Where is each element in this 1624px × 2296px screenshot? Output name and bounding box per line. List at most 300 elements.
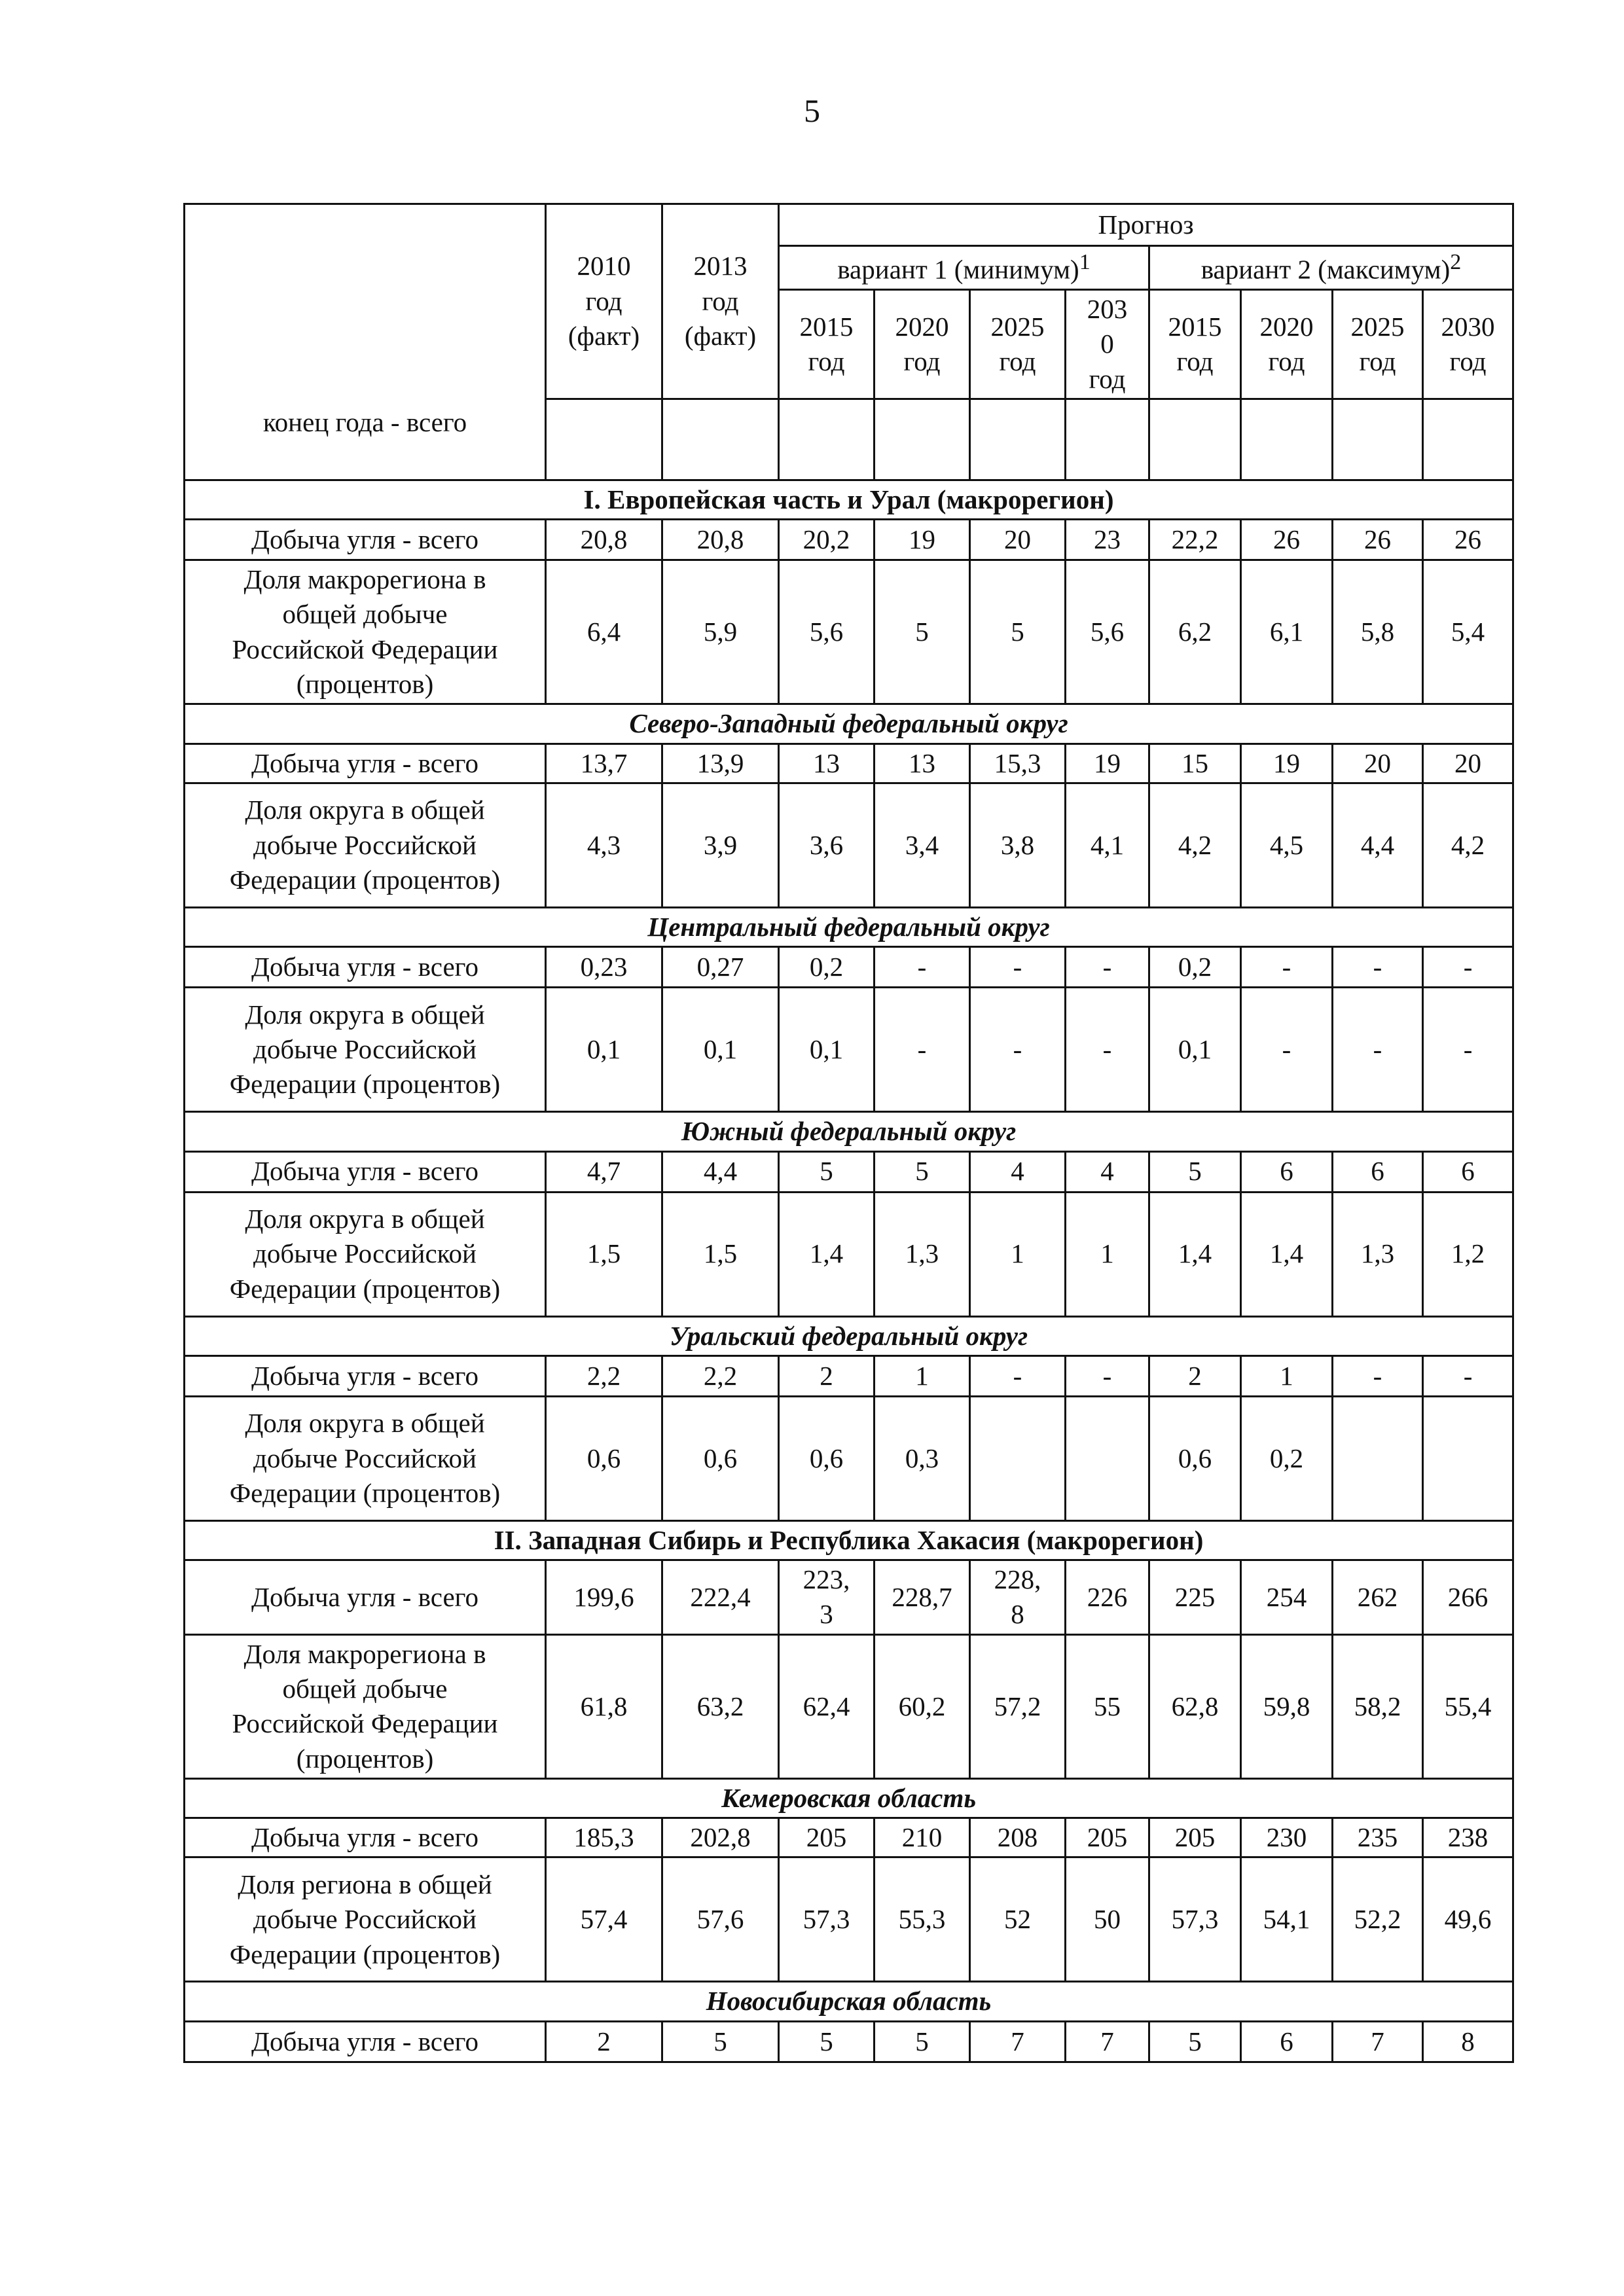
value-line: 2,2 xyxy=(586,1360,621,1391)
header-label-cell xyxy=(185,204,546,399)
header-year-line: 2015 xyxy=(1168,311,1222,342)
value-cell xyxy=(662,520,779,560)
value-line: 1,3 xyxy=(905,1238,939,1269)
header-year-line: 0 xyxy=(1100,329,1114,359)
value-line: 61,8 xyxy=(580,1691,628,1721)
value-cell xyxy=(1149,1355,1241,1396)
value-line: 0,6 xyxy=(703,1443,738,1473)
value-cell xyxy=(1149,744,1241,783)
section-row xyxy=(185,1520,1513,1560)
value-cell xyxy=(1423,1818,1513,1857)
header-year-line: 203 xyxy=(1087,293,1128,324)
value-line: 1,5 xyxy=(586,1238,621,1269)
value-cell xyxy=(1149,783,1241,907)
value-cell xyxy=(1333,2021,1423,2062)
value-line: 57,6 xyxy=(696,1904,744,1935)
value-cell xyxy=(1241,783,1333,907)
value-line: 226 xyxy=(1087,1581,1128,1612)
value-line: 254 xyxy=(1266,1581,1307,1612)
header-row-forecast xyxy=(185,204,1513,246)
value-cell xyxy=(662,1151,779,1192)
value-cell xyxy=(779,744,875,783)
value-line: 3,9 xyxy=(703,829,738,860)
value-cell xyxy=(1241,988,1333,1112)
value-cell xyxy=(1333,1857,1423,1982)
value-line: 1 xyxy=(1011,1238,1024,1269)
row-label xyxy=(185,560,546,704)
table-row xyxy=(185,2021,1513,2062)
value-line: 6,1 xyxy=(1269,617,1304,647)
value-cell xyxy=(546,2021,662,2062)
value-line: 4,2 xyxy=(1178,829,1212,860)
header-year-line: 2025 xyxy=(990,311,1045,342)
row-label-line: добыче Российской xyxy=(253,1443,477,1473)
value-line: - xyxy=(1102,952,1112,982)
value-cell xyxy=(662,988,779,1112)
section-row xyxy=(185,480,1513,519)
value-cell xyxy=(779,988,875,1112)
value-line: 26 xyxy=(1454,524,1482,554)
value-cell xyxy=(662,744,779,783)
value-cell xyxy=(1241,947,1333,988)
value-cell xyxy=(875,988,970,1112)
value-line: 4,4 xyxy=(703,1156,738,1187)
value-line: 1,5 xyxy=(703,1238,738,1269)
value-cell xyxy=(779,1560,875,1635)
value-cell xyxy=(1149,2021,1241,2062)
header-year-line: год xyxy=(1089,363,1126,394)
value-cell xyxy=(779,947,875,988)
header-year-line: 2015 xyxy=(799,311,854,342)
row-label-line: Российской Федерации xyxy=(232,1708,498,1739)
value-cell xyxy=(1066,1818,1149,1857)
value-cell xyxy=(1066,783,1149,907)
header-year-cell xyxy=(1241,289,1333,399)
row-label-line: (процентов) xyxy=(296,1743,434,1774)
value-cell xyxy=(1423,1151,1513,1192)
value-line: 23 xyxy=(1094,524,1121,554)
header-year-cell xyxy=(1333,289,1423,399)
value-line: 60,2 xyxy=(898,1691,946,1721)
value-line: 262 xyxy=(1357,1581,1398,1612)
value-cell xyxy=(546,1634,662,1778)
carry-over-row xyxy=(185,399,1513,480)
table-row xyxy=(185,947,1513,988)
coal-production-table xyxy=(183,203,1514,2063)
value-cell xyxy=(1066,1560,1149,1635)
value-line: 199,6 xyxy=(573,1581,634,1612)
value-line: 6 xyxy=(1280,1156,1293,1187)
value-line: 185,3 xyxy=(573,1822,634,1853)
header-2010-line: 2010 xyxy=(577,251,631,281)
header-year-line: год xyxy=(999,346,1036,376)
value-line: 19 xyxy=(1273,747,1300,778)
table-row xyxy=(185,1818,1513,1857)
value-line: - xyxy=(1102,1360,1112,1391)
value-cell xyxy=(779,2021,875,2062)
value-cell xyxy=(875,560,970,704)
empty-cell xyxy=(546,399,662,480)
value-cell xyxy=(1066,2021,1149,2062)
section-title: Северо-Западный федеральный округ xyxy=(185,704,1513,744)
value-cell xyxy=(1149,1634,1241,1778)
value-cell xyxy=(970,2021,1066,2062)
value-line: 57,2 xyxy=(994,1691,1041,1721)
section-row xyxy=(185,1316,1513,1355)
value-line: 228,7 xyxy=(892,1581,952,1612)
value-cell xyxy=(546,1396,662,1520)
row-label-line: добыче Российской xyxy=(253,829,477,860)
value-cell xyxy=(546,988,662,1112)
value-cell xyxy=(1423,988,1513,1112)
value-line: - xyxy=(1282,1034,1291,1065)
value-line: 62,4 xyxy=(803,1691,850,1721)
row-label-line: Доля макрорегиона в xyxy=(244,1638,486,1669)
value-cell xyxy=(1066,520,1149,560)
value-cell xyxy=(546,783,662,907)
value-cell xyxy=(779,1396,875,1520)
row-label-line: Доля округа в общей xyxy=(245,999,485,1030)
value-cell xyxy=(1241,560,1333,704)
header-2010-line: (факт) xyxy=(568,321,640,351)
value-line: 225 xyxy=(1174,1581,1216,1612)
value-cell xyxy=(1333,744,1423,783)
value-cell xyxy=(970,520,1066,560)
value-line: 20 xyxy=(1004,524,1031,554)
header-year-cell xyxy=(779,289,875,399)
value-cell xyxy=(1333,1355,1423,1396)
value-cell xyxy=(1333,1560,1423,1635)
value-line: 20 xyxy=(1364,747,1391,778)
value-line: 205 xyxy=(1087,1822,1128,1853)
value-cell xyxy=(1241,1560,1333,1635)
value-cell xyxy=(1066,1355,1149,1396)
header-year-line: 2030 xyxy=(1441,311,1495,342)
header-year-cell xyxy=(1149,289,1241,399)
value-cell xyxy=(1241,1151,1333,1192)
value-cell xyxy=(970,1396,1066,1520)
value-line: 205 xyxy=(806,1822,847,1853)
value-cell xyxy=(1149,1818,1241,1857)
value-cell xyxy=(1149,560,1241,704)
value-line: 222,4 xyxy=(690,1581,751,1612)
value-cell xyxy=(875,520,970,560)
row-label xyxy=(185,1857,546,1982)
value-line: 5,6 xyxy=(809,617,844,647)
value-line: 0,1 xyxy=(586,1034,621,1065)
value-cell xyxy=(662,2021,779,2062)
value-line: 1,4 xyxy=(1178,1238,1212,1269)
footnote-2-marker: 2 xyxy=(1450,250,1462,274)
value-line: 57,4 xyxy=(580,1904,628,1935)
value-line: 230 xyxy=(1266,1822,1307,1853)
row-label xyxy=(185,1634,546,1778)
value-line: 13,7 xyxy=(580,747,628,778)
value-line: 3 xyxy=(820,1599,833,1630)
value-cell xyxy=(1423,1192,1513,1316)
value-line: 0,2 xyxy=(1178,952,1212,982)
table-row xyxy=(185,520,1513,560)
value-line: 52,2 xyxy=(1354,1904,1401,1935)
value-line: 4,3 xyxy=(586,829,621,860)
section-row xyxy=(185,1112,1513,1151)
value-cell xyxy=(1333,1151,1423,1192)
value-cell xyxy=(546,1560,662,1635)
section-row xyxy=(185,1982,1513,2021)
empty-cell xyxy=(1066,399,1149,480)
row-label-line: Добыча угля - всего xyxy=(251,1360,478,1391)
value-cell xyxy=(1241,1634,1333,1778)
row-label-line: Федерации (процентов) xyxy=(229,1939,501,1969)
value-line: 208 xyxy=(997,1822,1038,1853)
header-2013-line: год xyxy=(702,285,739,316)
value-line: 3,4 xyxy=(905,829,939,860)
value-cell xyxy=(1423,1857,1513,1982)
value-cell xyxy=(1423,1634,1513,1778)
value-cell xyxy=(1066,744,1149,783)
table-row xyxy=(185,783,1513,907)
value-cell xyxy=(875,1355,970,1396)
header-year-line: год xyxy=(1449,346,1487,376)
value-line: - xyxy=(1013,1360,1022,1391)
header-2013-line: (факт) xyxy=(684,321,757,351)
row-label-line: Добыча угля - всего xyxy=(251,524,478,554)
empty-cell xyxy=(1149,399,1241,480)
value-cell xyxy=(970,1818,1066,1857)
value-cell xyxy=(779,1355,875,1396)
value-line: 1 xyxy=(915,1360,929,1391)
value-line: - xyxy=(1373,1360,1382,1391)
value-cell xyxy=(1241,2021,1333,2062)
value-line: 5 xyxy=(820,2026,833,2056)
value-line: 1 xyxy=(1100,1238,1114,1269)
variant-2-label: вариант 2 (максимум) xyxy=(1200,254,1451,285)
value-line: 26 xyxy=(1364,524,1391,554)
value-line: 22,2 xyxy=(1171,524,1219,554)
value-line: - xyxy=(1282,952,1291,982)
value-line: - xyxy=(917,952,927,982)
value-cell xyxy=(970,560,1066,704)
value-cell xyxy=(1333,783,1423,907)
value-line: 228, xyxy=(994,1564,1041,1595)
header-forecast: Прогноз xyxy=(779,204,1513,246)
value-cell xyxy=(1066,560,1149,704)
value-cell xyxy=(875,1192,970,1316)
value-line: 5 xyxy=(1188,1156,1202,1187)
value-line: 8 xyxy=(1461,2026,1475,2056)
empty-cell xyxy=(1333,399,1423,480)
header-year-cell xyxy=(970,289,1066,399)
value-cell xyxy=(779,1818,875,1857)
value-cell xyxy=(1423,947,1513,988)
value-line: 1,3 xyxy=(1360,1238,1395,1269)
value-cell xyxy=(779,1634,875,1778)
value-cell xyxy=(662,1560,779,1635)
table-row xyxy=(185,744,1513,783)
value-line: 5 xyxy=(1188,2026,1202,2056)
value-line: 5 xyxy=(820,1156,833,1187)
value-line: 202,8 xyxy=(690,1822,751,1853)
value-cell xyxy=(1066,988,1149,1112)
value-cell xyxy=(1241,520,1333,560)
header-2013 xyxy=(662,204,779,399)
value-line: 13 xyxy=(909,747,935,778)
value-cell xyxy=(1333,1634,1423,1778)
value-line: 5 xyxy=(915,1156,929,1187)
empty-cell xyxy=(875,399,970,480)
footnote-1-marker: 1 xyxy=(1079,250,1091,274)
carry-over-label: конец года - всего xyxy=(185,399,546,480)
value-cell xyxy=(1423,783,1513,907)
row-label-line: Доля региона в общей xyxy=(238,1869,492,1900)
value-line: - xyxy=(917,1034,927,1065)
row-label-line: Добыча угля - всего xyxy=(251,2026,478,2056)
table-row xyxy=(185,560,1513,704)
value-line: 0,1 xyxy=(1178,1034,1212,1065)
value-line: 5 xyxy=(915,617,929,647)
value-cell xyxy=(1423,2021,1513,2062)
row-label xyxy=(185,1818,546,1857)
value-line: 6 xyxy=(1371,1156,1384,1187)
value-line: - xyxy=(1102,1034,1112,1065)
value-line: 20,2 xyxy=(803,524,850,554)
value-cell xyxy=(1333,1192,1423,1316)
value-cell xyxy=(546,947,662,988)
value-line: 54,1 xyxy=(1263,1904,1310,1935)
section-title: Кемеровская область xyxy=(185,1778,1513,1818)
value-cell xyxy=(1066,1396,1149,1520)
value-line: 5 xyxy=(713,2026,727,2056)
row-label-line: добыче Российской xyxy=(253,1034,477,1065)
table-body xyxy=(185,204,1513,2062)
empty-cell xyxy=(779,399,875,480)
header-2010 xyxy=(546,204,662,399)
header-year-line: 2020 xyxy=(895,311,949,342)
row-label xyxy=(185,947,546,988)
table-row xyxy=(185,1355,1513,1396)
value-cell xyxy=(875,1634,970,1778)
value-line: 5,4 xyxy=(1451,617,1485,647)
value-cell xyxy=(875,1560,970,1635)
value-line: 210 xyxy=(901,1822,943,1853)
value-cell xyxy=(546,1192,662,1316)
row-label-line: Добыча угля - всего xyxy=(251,1581,478,1612)
value-cell xyxy=(1333,988,1423,1112)
header-year-line: год xyxy=(1359,346,1396,376)
value-line: 205 xyxy=(1174,1822,1216,1853)
header-year-cell xyxy=(1423,289,1513,399)
row-label-line: Федерации (процентов) xyxy=(229,1273,501,1304)
value-line: 1,4 xyxy=(1269,1238,1304,1269)
value-line: - xyxy=(1373,1034,1382,1065)
value-cell xyxy=(970,1560,1066,1635)
row-label xyxy=(185,520,546,560)
header-year-line: год xyxy=(1176,346,1214,376)
value-line: 0,1 xyxy=(809,1034,844,1065)
value-line: 0,6 xyxy=(809,1443,844,1473)
value-line: 57,3 xyxy=(1171,1904,1219,1935)
row-label-line: Добыча угля - всего xyxy=(251,952,478,982)
row-label xyxy=(185,783,546,907)
row-label-line: Доля макрорегиона в xyxy=(244,564,486,595)
value-cell xyxy=(1149,1192,1241,1316)
value-line: 6 xyxy=(1461,1156,1475,1187)
value-line: 57,3 xyxy=(803,1904,850,1935)
header-year-cell xyxy=(1066,289,1149,399)
value-line: 7 xyxy=(1100,2026,1114,2056)
value-cell xyxy=(1333,520,1423,560)
row-label-line: добыче Российской xyxy=(253,1904,477,1935)
section-row xyxy=(185,907,1513,946)
value-cell xyxy=(1066,1857,1149,1982)
value-cell xyxy=(1241,1192,1333,1316)
value-line: 3,8 xyxy=(1000,829,1035,860)
value-cell xyxy=(970,783,1066,907)
value-line: 1,4 xyxy=(809,1238,844,1269)
value-cell xyxy=(1423,1396,1513,1520)
value-cell xyxy=(662,560,779,704)
value-line: 19 xyxy=(909,524,935,554)
value-line: 3,6 xyxy=(809,829,844,860)
value-line: 4,5 xyxy=(1269,829,1304,860)
row-label-line: (процентов) xyxy=(296,669,434,700)
header-variant-2 xyxy=(1149,246,1513,290)
header-year-line: 2020 xyxy=(1259,311,1314,342)
header-year-line: год xyxy=(808,346,845,376)
value-line: 20 xyxy=(1454,747,1482,778)
value-line: 5 xyxy=(1011,617,1024,647)
section-title: I. Европейская часть и Урал (макрорегион) xyxy=(185,480,1513,519)
value-line: 15,3 xyxy=(994,747,1041,778)
empty-cell xyxy=(1423,399,1513,480)
row-label xyxy=(185,1355,546,1396)
value-cell xyxy=(875,783,970,907)
value-line: 238 xyxy=(1447,1822,1489,1853)
value-line: 1,2 xyxy=(1451,1238,1485,1269)
value-cell xyxy=(1241,1857,1333,1982)
value-line: 0,6 xyxy=(586,1443,621,1473)
row-label-line: Федерации (процентов) xyxy=(229,865,501,895)
value-cell xyxy=(1423,1560,1513,1635)
value-line: 4,7 xyxy=(586,1156,621,1187)
value-line: - xyxy=(1463,952,1473,982)
row-label-line: Федерации (процентов) xyxy=(229,1477,501,1508)
value-line: 5,8 xyxy=(1360,617,1395,647)
value-cell xyxy=(875,1857,970,1982)
section-title: Южный федеральный округ xyxy=(185,1112,1513,1151)
value-cell xyxy=(1241,744,1333,783)
table-row xyxy=(185,1560,1513,1635)
row-label xyxy=(185,1151,546,1192)
value-cell xyxy=(1149,947,1241,988)
value-cell xyxy=(779,1192,875,1316)
value-cell xyxy=(779,783,875,907)
value-cell xyxy=(1066,947,1149,988)
value-cell xyxy=(1423,1355,1513,1396)
empty-cell xyxy=(662,399,779,480)
value-cell xyxy=(1333,1818,1423,1857)
value-line: 26 xyxy=(1273,524,1300,554)
value-line: 4,2 xyxy=(1451,829,1485,860)
header-2013-line: 2013 xyxy=(693,251,748,281)
value-cell xyxy=(1241,1355,1333,1396)
value-cell xyxy=(1423,560,1513,704)
value-line: 5,9 xyxy=(703,617,738,647)
value-line: 2,2 xyxy=(703,1360,738,1391)
header-year-line: год xyxy=(903,346,941,376)
section-title: Уральский федеральный округ xyxy=(185,1316,1513,1355)
value-cell xyxy=(970,1355,1066,1396)
